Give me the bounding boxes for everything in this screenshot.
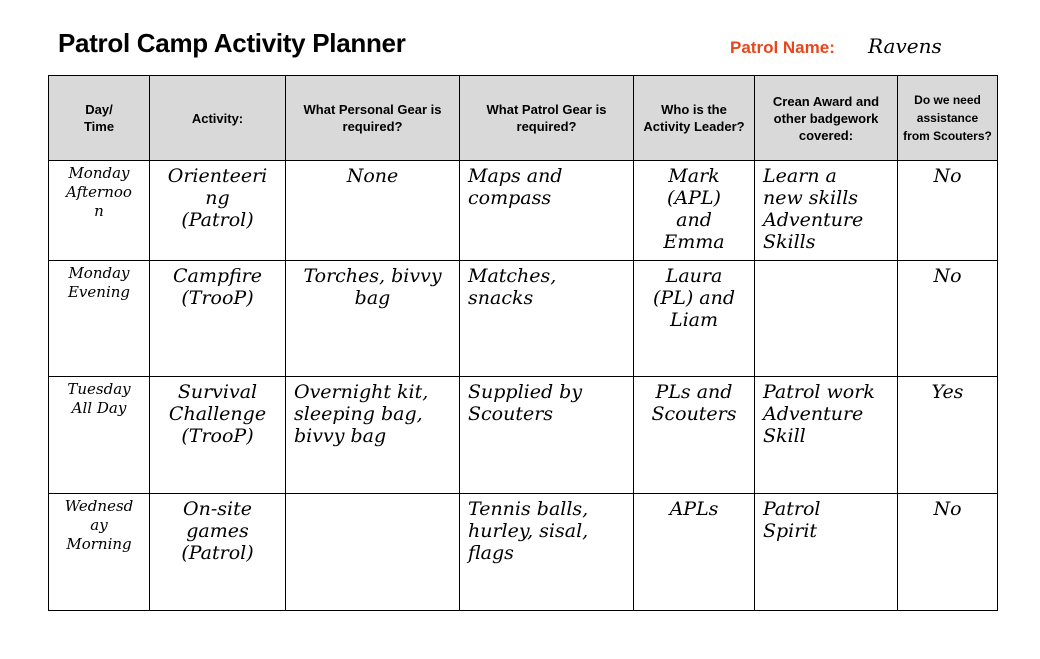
cell-leader: APLs xyxy=(634,494,755,611)
cell-day-time: Monday Evening xyxy=(49,261,150,377)
cell-day-time: Monday Afternoo n xyxy=(49,161,150,261)
column-header-activity: Activity: xyxy=(150,76,286,161)
table-row xyxy=(49,261,998,377)
cell-patrol-gear: Matches, snacks xyxy=(460,261,634,377)
cell-assistance: Yes xyxy=(898,377,998,494)
cell-personal-gear xyxy=(286,494,460,611)
cell-patrol-gear: Tennis balls, hurley, sisal, flags xyxy=(460,494,634,611)
column-header-patrol-gear: What Patrol Gear is required? xyxy=(460,76,634,161)
cell-activity: Survival Challenge (TrooP) xyxy=(150,377,286,494)
column-header-personal-gear: What Personal Gear is required? xyxy=(286,76,460,161)
cell-leader: PLs and Scouters xyxy=(634,377,755,494)
cell-badgework: Patrol Spirit xyxy=(755,494,898,611)
column-header-assistance: Do we need assistance from Scouters? xyxy=(898,76,998,161)
table-row xyxy=(49,494,998,611)
cell-leader: Mark (APL) and Emma xyxy=(634,161,755,261)
column-header-badgework: Crean Award and other badgework covered: xyxy=(755,76,898,161)
cell-activity: Campfire (TrooP) xyxy=(150,261,286,377)
column-header-day-time: Day/ Time xyxy=(49,76,150,161)
column-header-leader: Who is the Activity Leader? xyxy=(634,76,755,161)
cell-patrol-gear: Maps and compass xyxy=(460,161,634,261)
cell-day-time: Tuesday All Day xyxy=(49,377,150,494)
cell-leader: Laura (PL) and Liam xyxy=(634,261,755,377)
table-row xyxy=(49,377,998,494)
cell-personal-gear: Torches, bivvy bag xyxy=(286,261,460,377)
cell-activity: Orienteeri ng (Patrol) xyxy=(150,161,286,261)
cell-personal-gear: None xyxy=(286,161,460,261)
patrol-name-label: Patrol Name: xyxy=(730,38,835,57)
table-header-row xyxy=(49,76,998,161)
cell-day-time: Wednesd ay Morning xyxy=(49,494,150,611)
page-title: Patrol Camp Activity Planner xyxy=(58,28,406,58)
patrol-name-value: Ravens xyxy=(868,34,942,58)
cell-badgework: Patrol work Adventure Skill xyxy=(755,377,898,494)
cell-badgework xyxy=(755,261,898,377)
table-row xyxy=(49,161,998,261)
cell-badgework: Learn a new skills Adventure Skills xyxy=(755,161,898,261)
cell-activity: On-site games (Patrol) xyxy=(150,494,286,611)
cell-patrol-gear: Supplied by Scouters xyxy=(460,377,634,494)
cell-assistance: No xyxy=(898,261,998,377)
cell-personal-gear: Overnight kit, sleeping bag, bivvy bag xyxy=(286,377,460,494)
cell-assistance: No xyxy=(898,161,998,261)
cell-assistance: No xyxy=(898,494,998,611)
activity-planner-table xyxy=(48,75,998,611)
